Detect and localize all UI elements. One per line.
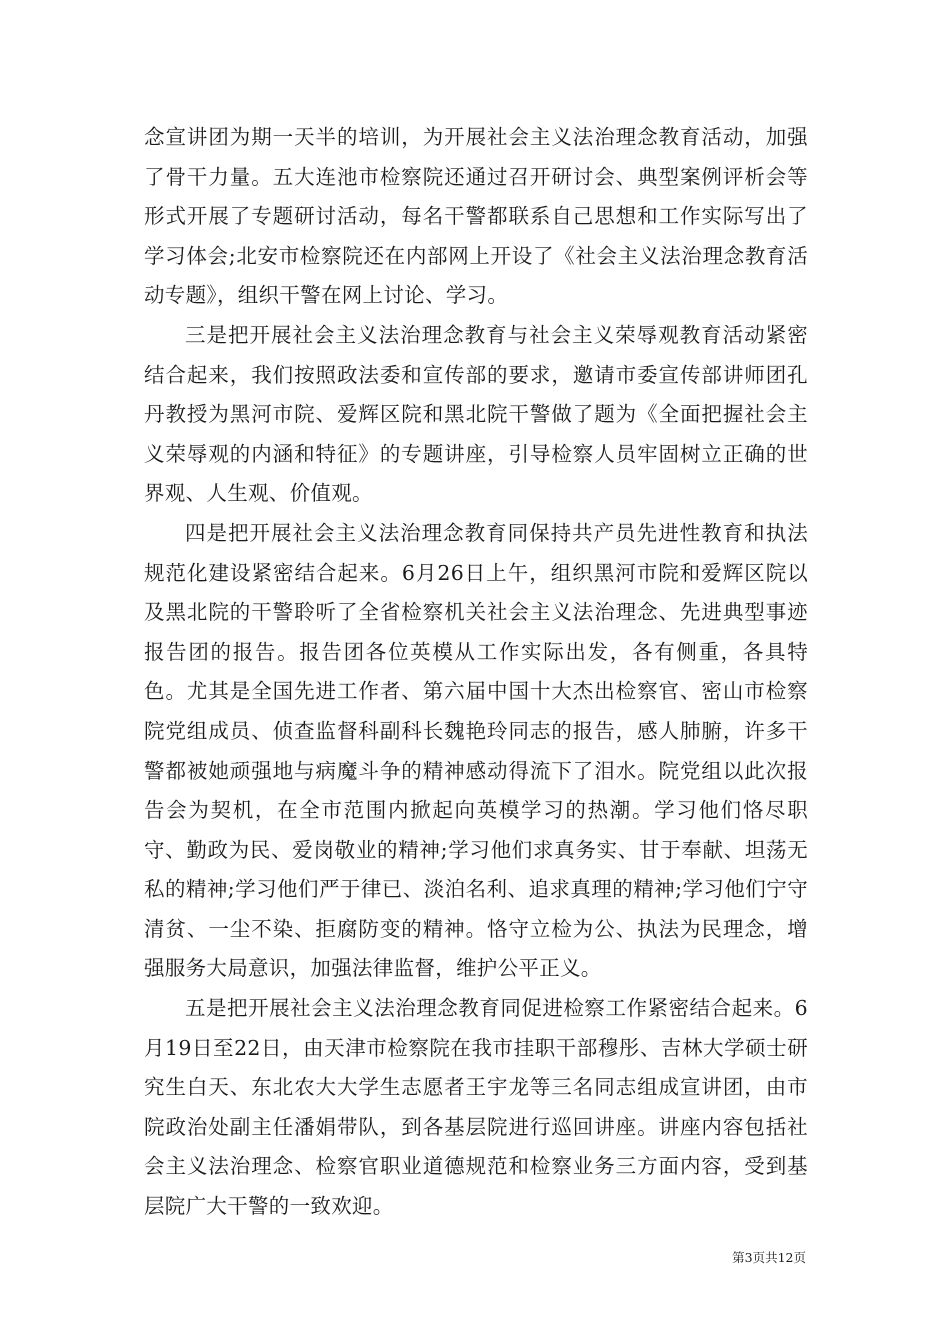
page-number-footer: 第3页共12页 xyxy=(732,1250,806,1265)
paragraph-2: 三是把开展社会主义法治理念教育与社会主义荣辱观教育活动紧密结合起来，我们按照政法委和宣传部的要求，邀请市委宣传部讲师团孔丹教授为黑河市院、爱辉区院和黑北院干警做了题为《全面把握社会主义荣辱观的内涵和特征》的专题讲座，引导检察人员牢固树立正确的世界观、人生观、价值观。 xyxy=(144,322,808,506)
paragraph-3: 四是把开展社会主义法治理念教育同保持共产员先进性教育和执法规范化建设紧密结合起来。6月26日上午，组织黑河市院和爱辉区院以及黑北院的干警聆听了全省检察机关社会主义法治理念、先进典型事迹报告团的报告。报告团各位英模从工作实际出发，各有侧重，各具特色。尤其是全国先进工作者、第六届中国十大杰出检察官、密山市检察院党组成员、侦查监督科副科长魏艳玲同志的报告，感人肺腑，许多干警都被她顽强地与病魔斗争的精神感动得流下了泪水。院党组以此次报告会为契机，在全市范围内掀起向英模学习的热潮。学习他们恪尽职守、勤政为民、爱岗敬业的精神;学习他们求真务实、甘于奉献、坦荡无私的精神;学习他们严于律已、淡泊名利、追求真理的精神;学习他们宁守清贫、一尘不染、拒腐防变的精神。恪守立检为公、执法为民理念，增强服务大局意识，加强法律监督，维护公平正义。 xyxy=(144,520,808,981)
document-body xyxy=(144,118,808,1227)
paragraph-1: 念宣讲团为期一天半的培训，为开展社会主义法治理念教育活动，加强了骨干力量。五大连池市检察院还通过召开研讨会、典型案例评析会等形式开展了专题研讨活动，每名干警都联系自己思想和工作实际写出了学习体会;北安市检察院还在内部网上开设了《社会主义法治理念教育活动专题》，组织干警在网上讨论、学习。 xyxy=(144,125,808,308)
paragraph-4: 五是把开展社会主义法治理念教育同促进检察工作紧密结合起来。6月19日至22日，由天津市检察院在我市挂职干部穆彤、吉林大学硕士研究生白天、东北农大大学生志愿者王宇龙等三名同志组成宣讲团，由市院政治处副主任潘娟带队，到各基层院进行巡回讲座。讲座内容包括社会主义法治理念、检察官职业道德规范和检察业务三方面内容，受到基层院广大干警的一致欢迎。 xyxy=(144,996,808,1219)
